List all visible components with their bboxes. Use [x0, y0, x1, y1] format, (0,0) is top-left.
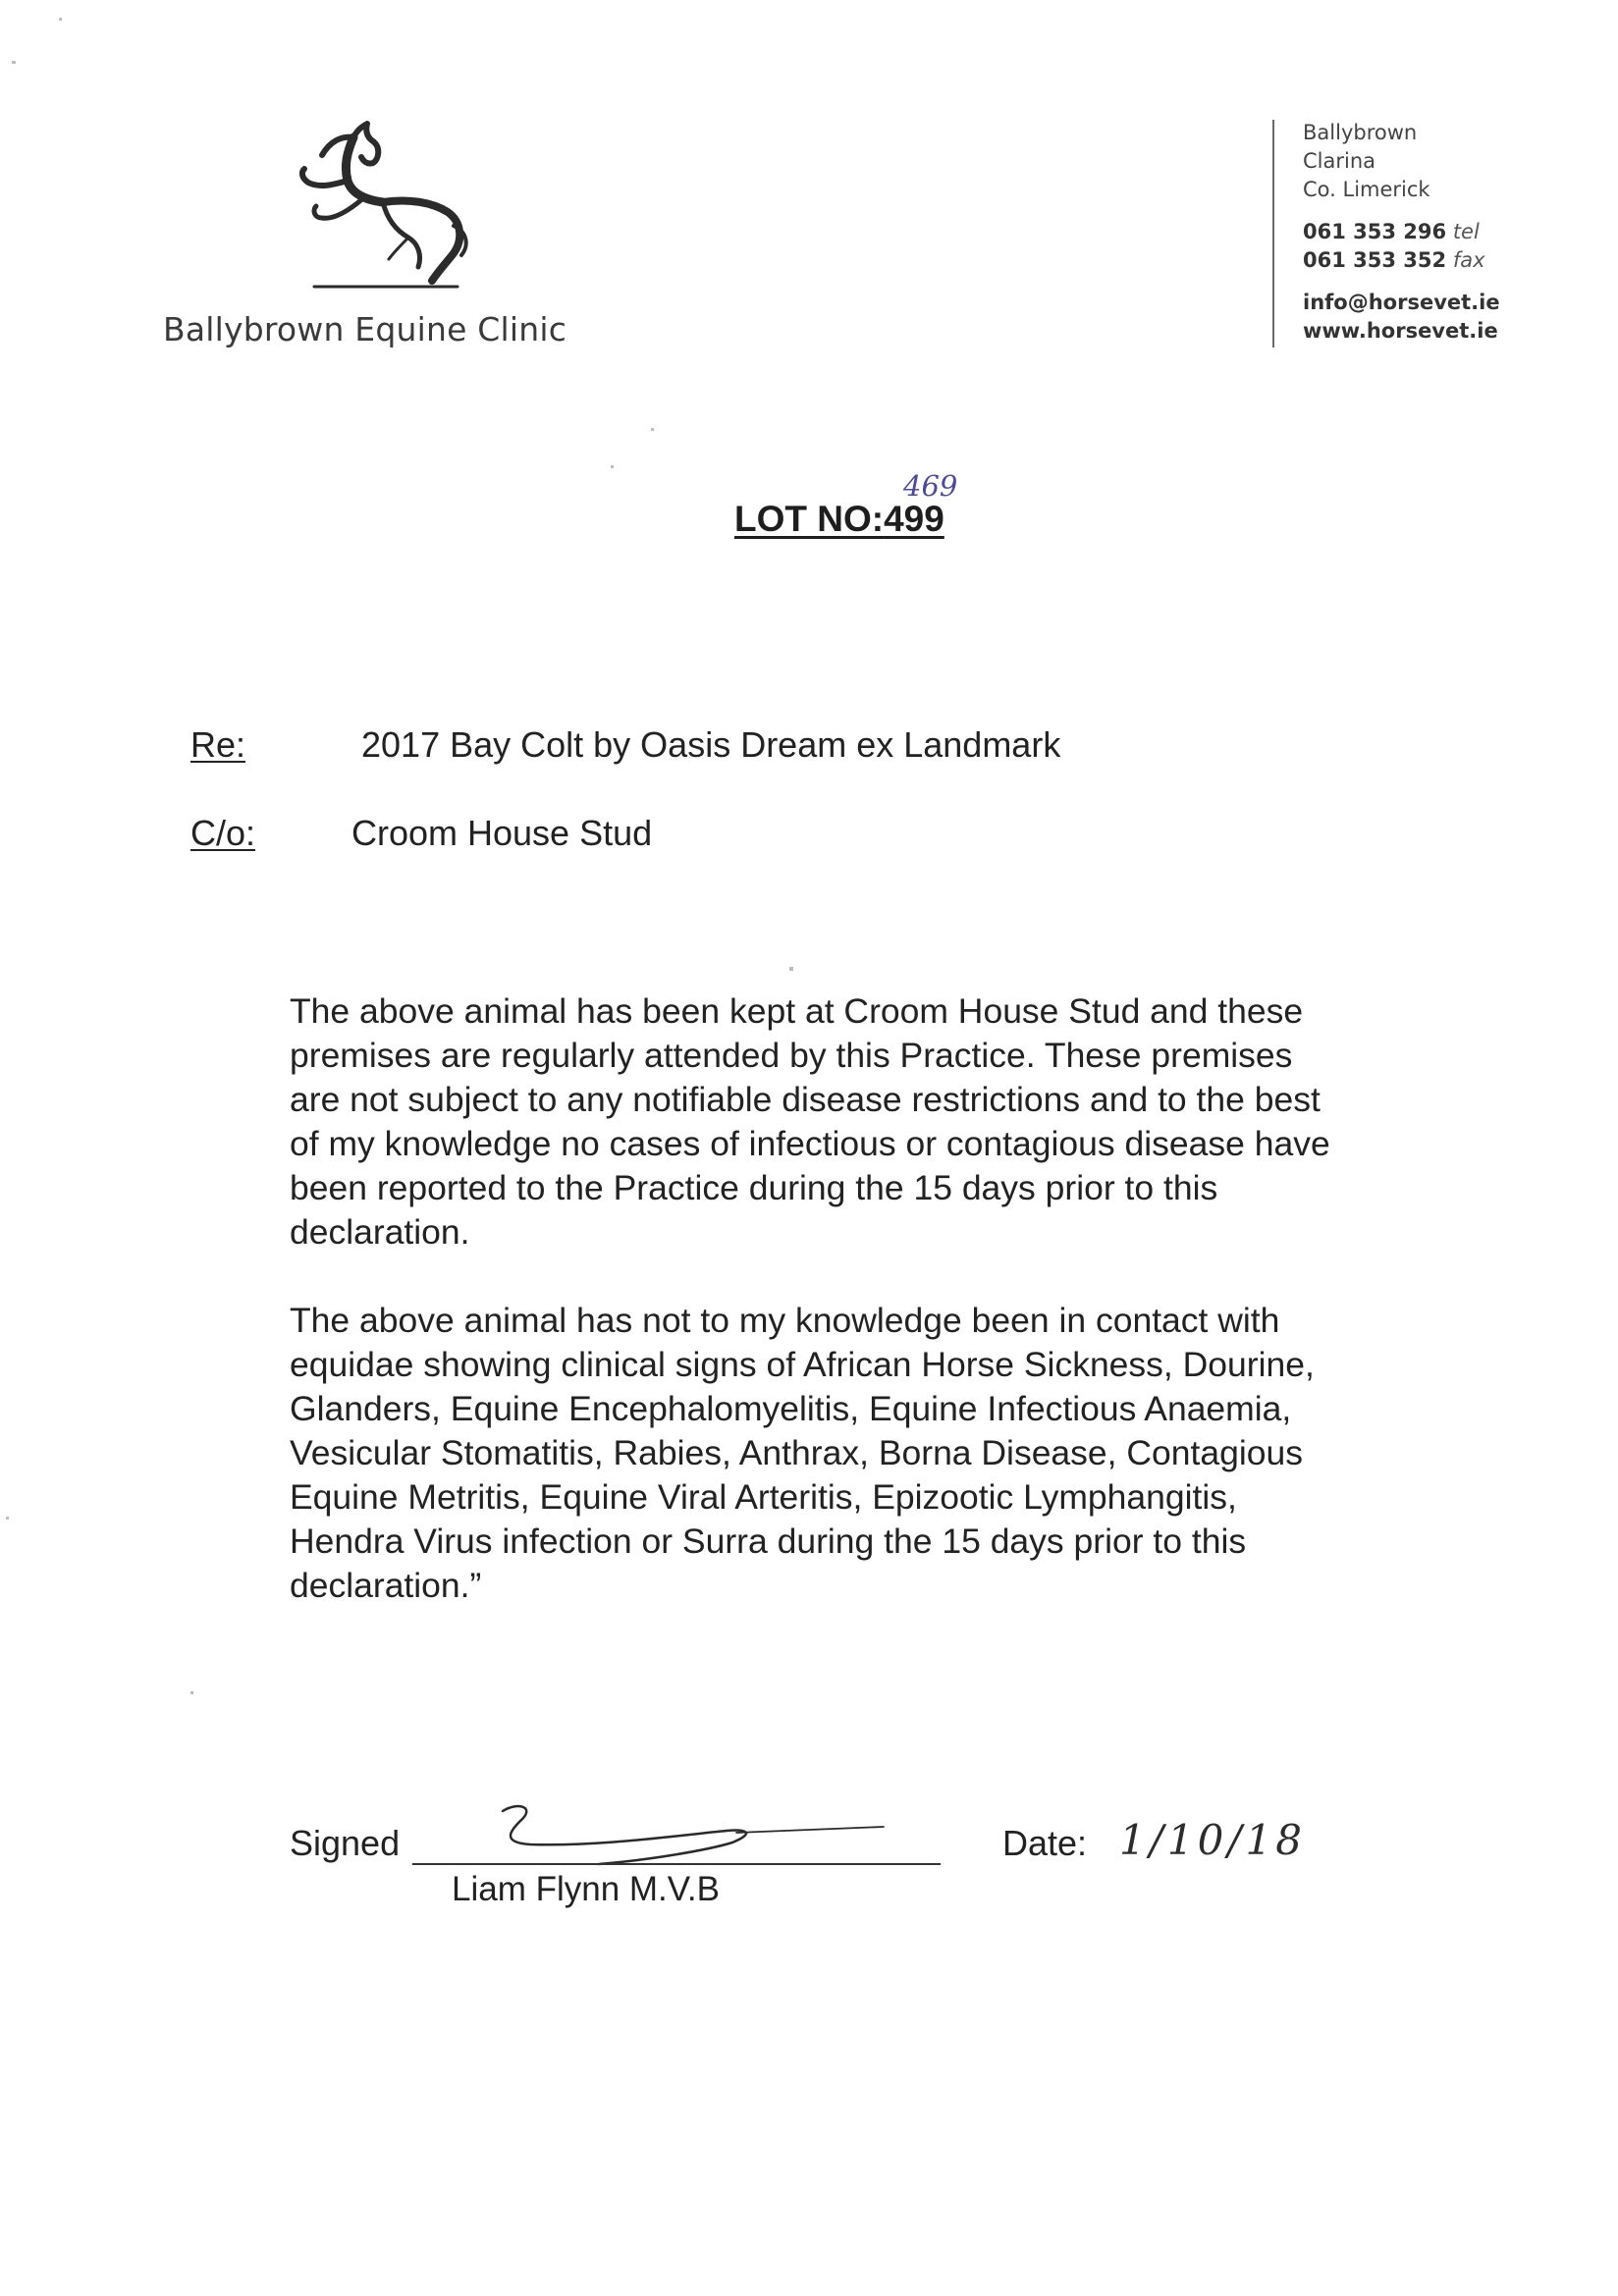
fax-line: [1303, 246, 1500, 275]
handwritten-date: 1/10/18: [1119, 1816, 1306, 1864]
re-value: 2017 Bay Colt by Oasis Dream ex Landmark: [361, 724, 1061, 765]
clinic-address-block: [1303, 119, 1500, 346]
lot-number-heading: [734, 499, 944, 540]
address-line: Ballybrown: [1303, 121, 1418, 144]
fax-kind: fax: [1452, 248, 1485, 272]
signature-line: [412, 1863, 941, 1865]
re-label: Re:: [190, 724, 246, 765]
declaration-paragraph-2: The above animal has not to my knowledge been in contact with equidae showing clinical signs of African Horse Sickness, Dourine, Glanders, Equine Encephalomyelitis, Equine Infectious Anaemia, Vesicular Stomatitis, Rabies, Anthrax, Borna Disease, Contagious Equine Metritis, Equine Viral Arteritis, Epizootic Lymphangitis, Hendra Virus infection or Surra during the 15 days prior to this declaration.”: [290, 1301, 1315, 1605]
phone-line: [1303, 218, 1500, 246]
co-label: C/o:: [190, 813, 256, 853]
phone-number: 061 353 296: [1303, 220, 1447, 243]
signer-name: Liam Flynn M.V.B: [452, 1870, 720, 1908]
co-value: Croom House Stud: [351, 813, 653, 853]
address-line: Clarina: [1303, 149, 1376, 173]
horse-logo-icon: [285, 116, 481, 293]
handwritten-lot-correction: 469: [903, 469, 958, 503]
letterhead-divider: [1272, 120, 1274, 347]
date-label: Date:: [1002, 1823, 1088, 1863]
website: www.horsevet.ie: [1303, 319, 1498, 343]
declaration-paragraph-1: The above animal has been kept at Croom House Stud and these premises are regularly attended by this Practice. These premises are not subject to any notifiable disease restrictions and to the best of my knowledge no cases of infectious or contagious disease have been reported to the Practice during the 15 days prior to this declaration.: [290, 991, 1330, 1252]
signed-label: Signed: [290, 1823, 401, 1863]
email-address: info@horsevet.ie: [1303, 291, 1500, 314]
clinic-name: Ballybrown Equine Clinic: [163, 310, 567, 348]
lot-number: 499: [884, 499, 944, 539]
fax-number: 061 353 352: [1303, 248, 1447, 272]
lot-label: LOT NO:: [734, 499, 885, 539]
phone-kind: tel: [1452, 220, 1480, 243]
address-line: Co. Limerick: [1303, 178, 1430, 201]
signature-scribble-icon: [412, 1791, 903, 1880]
